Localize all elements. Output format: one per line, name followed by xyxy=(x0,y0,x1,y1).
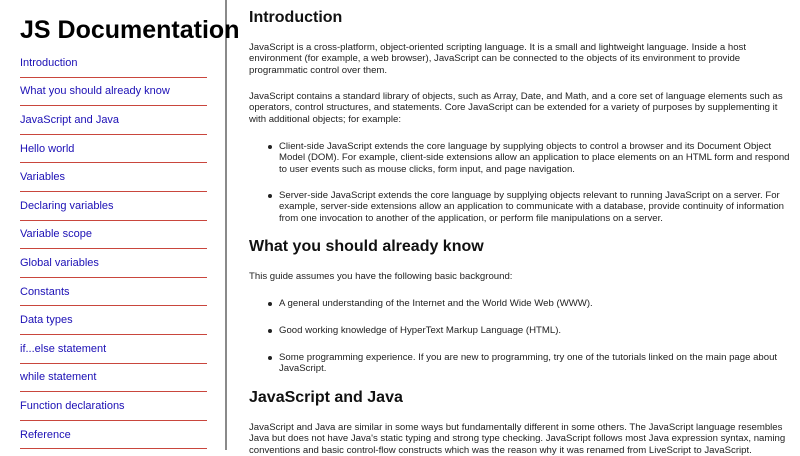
nav-link-if-else-statement[interactable]: if...else statement xyxy=(20,342,107,355)
nav-link-data-types[interactable]: Data types xyxy=(20,314,73,327)
nav-link-variable-scope[interactable]: Variable scope xyxy=(20,228,92,241)
nav-item-declaring-variables xyxy=(20,192,207,221)
intro-paragraph-1: JavaScript is a cross-platform, object-oriented scripting language. It is a small and lightweight language. Inside a host environment (for example, a web browser), JavaScript can be connected to the objects of its environment to provide programmatic control over them. xyxy=(249,42,747,76)
nav-item-global-variables xyxy=(20,249,207,278)
nav-list xyxy=(20,49,207,449)
nav-item-javascript-and-java xyxy=(20,106,207,135)
list-item: A general understanding of the Internet and the World Wide Web (WWW). xyxy=(279,298,791,309)
section-heading-what-you-should-already-know: What you should already know xyxy=(249,238,484,255)
section-heading-javascript-and-java: JavaScript and Java xyxy=(249,389,403,406)
main-content xyxy=(249,0,791,456)
sidebar-title: JS Documentation xyxy=(20,16,240,44)
nav-item-hello-world xyxy=(20,135,207,164)
nav-item-if-else-statement xyxy=(20,335,207,364)
nav-link-function-declarations[interactable]: Function declarations xyxy=(20,399,125,412)
nav-link-global-variables[interactable]: Global variables xyxy=(20,256,99,269)
nav-link-while-statement[interactable]: while statement xyxy=(20,371,97,384)
list-item: Client-side JavaScript extends the core language by supplying objects to control a browser and its Document Object Model (DOM). For example, client-side extensions allow an application to place elements on an HTML form and respond to user events such as mouse clicks, form input, and page navigation. xyxy=(279,141,790,175)
nav-item-function-declarations xyxy=(20,392,207,421)
nav-link-variables[interactable]: Variables xyxy=(20,171,66,184)
section-heading-introduction: Introduction xyxy=(249,9,343,26)
nav-item-introduction xyxy=(20,49,207,78)
java-paragraph-1: JavaScript and Java are similar in some ways but fundamentally different in some others. The JavaScript language resembles Java but does not have Java's static typing and strong type checking. JavaScript follows most Java expression syntax, naming conventions and basic control-flow constructs which was the reason why it was renamed from LiveScript to JavaScript. xyxy=(249,422,786,456)
nav-link-what-you-should-already-know[interactable]: What you should already know xyxy=(20,85,170,98)
sidebar-nav xyxy=(0,0,240,450)
nav-link-hello-world[interactable]: Hello world xyxy=(20,142,75,155)
nav-link-reference[interactable]: Reference xyxy=(20,428,71,441)
nav-item-variable-scope xyxy=(20,221,207,250)
nav-link-javascript-and-java[interactable]: JavaScript and Java xyxy=(20,113,120,126)
nav-item-while-statement xyxy=(20,364,207,393)
nav-link-constants[interactable]: Constants xyxy=(20,285,70,298)
list-item: Server-side JavaScript extends the core language by supplying objects relevant to running JavaScript on a server. For example, server-side extensions allow an application to communicate with a database, provide continuity of information from one invocation to another of the application, or perform file manipulations on a server. xyxy=(279,190,791,224)
nav-item-what-you-should-already-know xyxy=(20,78,207,107)
list-item: Some programming experience. If you are new to programming, try one of the tutorials linked on the main page about JavaScript. xyxy=(279,352,791,375)
know-paragraph-1: This guide assumes you have the following basic background: xyxy=(249,271,513,282)
nav-item-constants xyxy=(20,278,207,307)
nav-link-declaring-variables[interactable]: Declaring variables xyxy=(20,199,114,212)
nav-link-introduction[interactable]: Introduction xyxy=(20,56,78,69)
list-item: Good working knowledge of HyperText Markup Language (HTML). xyxy=(279,325,791,336)
nav-item-data-types xyxy=(20,306,207,335)
nav-item-variables xyxy=(20,163,207,192)
nav-item-reference xyxy=(20,421,207,450)
intro-paragraph-2: JavaScript contains a standard library of objects, such as Array, Date, and Math, and a core set of language elements such as operators, control structures, and statements. Core JavaScript can be extended for a variety of purposes by supplementing it with additional objects; for example: xyxy=(249,91,783,125)
